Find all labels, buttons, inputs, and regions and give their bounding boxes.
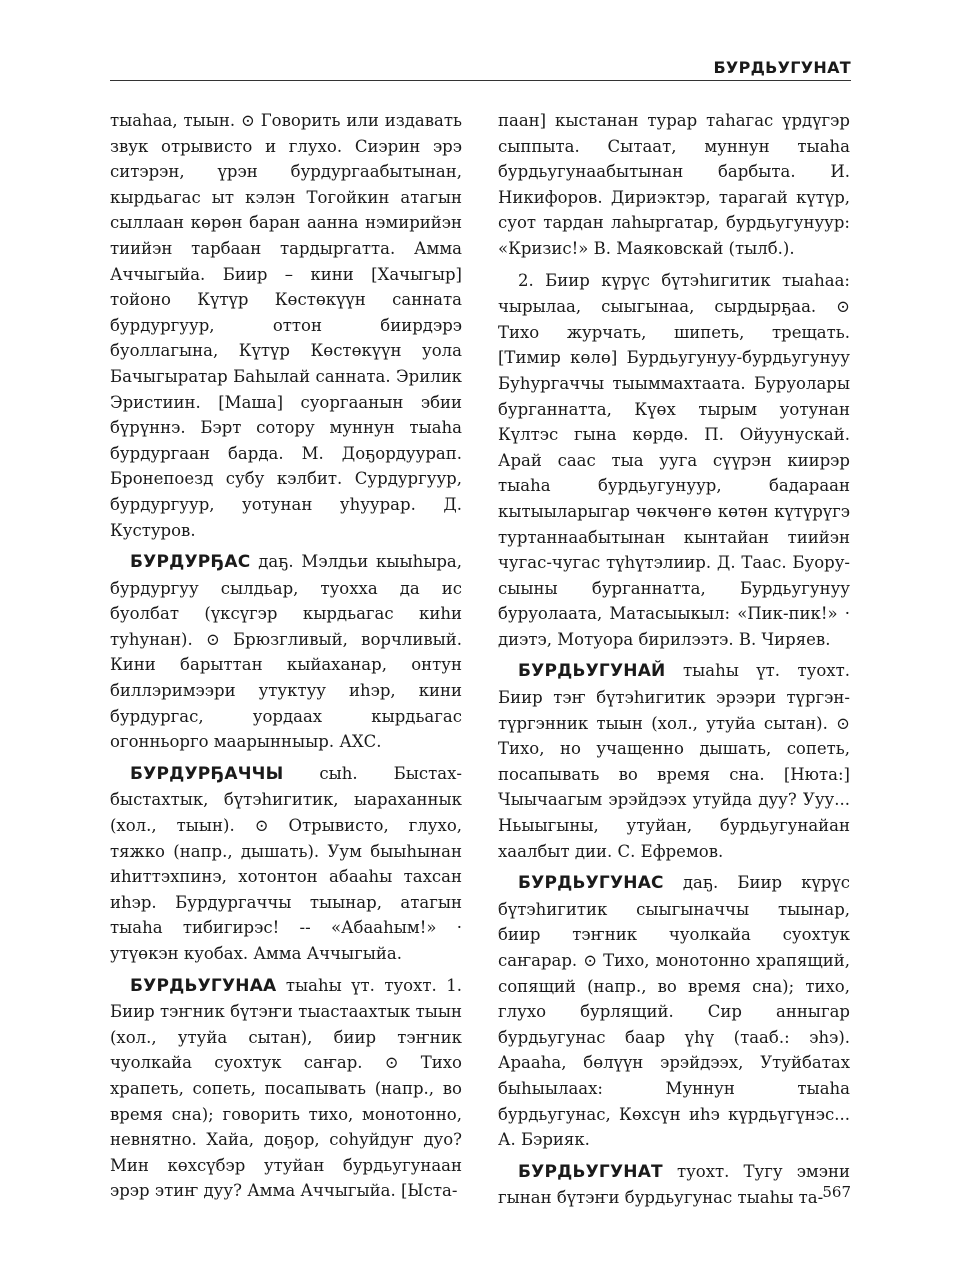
entry-text: тыаhы үт. туохт. Биир тэҥ бүтэhигитик эрээри түргэн-түргэнник тыын (хол., утуйа сытан). ⊙ Тихо, но учащенно дышать, сопеть, посапывать во время сна. [Нюта:] Чыычаагым эрэйдээх утуйда дуу? Ууу... Ньыыгыны, утуйан, бурдьугунайан хаалбыт дии. С. Ефремов. xyxy=(498,661,850,861)
entry-headword: БУРДЬУГУНАА xyxy=(130,975,277,996)
entry-headword: БУРДЬУГУНАТ xyxy=(518,1161,663,1182)
entry-text: туохт. Тугу эмэни гынан бүтэҥи бурдьугунас тыаhы та- xyxy=(498,1161,850,1208)
entry-continuation: тыаhаа, тыын. ⊙ Говорить или издавать звук отрывисто и глухо. Сиэрин эрэ ситэрэн, үрэн бурдургаабытынан, кырдьагас ыт кэлэн Тогойкин атагын сыллаан көрөн баран аанна нэмирийэн тиийэн тарбаан тардыргатта. Амма Аччыгыйа. Биир – кини [Хачыгыр] тойоно Күтүр Көстөкүүн санната бурдургуур, оттон биирдэрэ буоллагына, Күтүр Көстөкүүн уола Бачыгыратар Баhылай санната. Эрилик Эристиин. [Маша] суоргаанын эбии бүрүннэ. Бэрт сотору муннун тыаhа бурдургаан барда. М. Доҕордуурап. Бронепоезд субу кэлбит. Сурдургуур, бурдургуур, уотунан уhуурар. Д. Кустуров. xyxy=(110,111,462,540)
entry-headword: БУРДЬУГУНАЙ xyxy=(518,661,666,682)
page-number: 567 xyxy=(822,1183,851,1201)
entry-text: даҕ. Мэлдьи кыыhыра, бурдургуу сылдьар, туохха да ис буолбат (үксүгэр кырдьагас киhи туhунан). ⊙ Брюзгливый, ворчливый. Кини барыттан кыйаханар, онтун биллэримээри утуктуу иhэр, кини бурдургас, уордаах кырдьагас огонньорго маарынныыр. АХС. xyxy=(110,552,462,752)
entry-sense xyxy=(498,268,850,653)
dictionary-entry xyxy=(110,761,462,967)
entry-text: сыh. Быстах-быстахтык, бүтэhигитик, ыараханнык (хол., тыын). ⊙ Отрывисто, глухо, тяжко (напр., дышать). Уум быыhынан иhиттэхпинэ, хотонтон абааhы тахсан иhэр. Бурдургаччы тыынар, атагын тыаhа тибигирэс! -- «Абааhым!» · утүөкэн куобах. Амма Аччыгыйа. xyxy=(110,763,462,963)
entry-text: тыаhы үт. туохт. 1. Биир тэҥник бүтэҥи тыастаахтык тыын (хол., утуйа сытан), биир тэҥник чуолкайа суохтук саҥар. ⊙ Тихо храпеть, сопеть, посапывать (напр., во время сна); говорить тихо, монотонно, невнятно. Хайа, доҕор, соhуйдуҥ дуо? Мин көхсүбэр утуйан бурдьугунаан эрэр этиҥ дуу? Амма Аччыгыйа. [Ыста- xyxy=(110,975,462,1201)
dictionary-entry xyxy=(110,549,462,755)
dictionary-entry xyxy=(498,870,850,1153)
dictionary-entry xyxy=(498,658,850,864)
entry-continuation: паан] кыстанан турар таhагас үрдүгэр сыппыта. Сытаат, муннун тыаhа бурдьугунаабытынан барбыта. И. Никифоров. Дириэктэр, тарагай күтүр, суот тардан лаhыргатар, бурдьугунуур: «Кризис!» В. Маяковскай (тылб.). xyxy=(498,111,850,258)
entry-headword: БУРДУРҔАС xyxy=(130,552,251,573)
dictionary-entry xyxy=(110,973,462,1204)
running-head: БУРДЬУГУНАТ xyxy=(713,58,851,77)
entry-text: даҕ. Биир күрүс бүтэhигитик сыыгыначчы тыынар, биир тэҥник чуолкайа суохтук саҥарар. ⊙ Тихо, монотонно храпящий, сопящий (напр., во время сна); тихо, глухо бурлящий. Сир анныгар бурдьугунас баар үhү (тааб.: эhэ). Арааhа, бөлүүн эрэйдээх, Утуйбатах быhыылаах: Муннун тыаhа бурдьугунас, Көхсүн иhэ күрдьүгүнэс... А. Бэрияк. xyxy=(498,873,850,1150)
right-column xyxy=(498,108,850,1217)
left-column xyxy=(110,108,462,1210)
entry-text: 2. Биир күрүс бүтэhигитик тыаhаа: чырылаа, сыыгынаа, сырдырҕаа. ⊙ Тихо журчать, шипеть, трещать. [Тимир көлө] Бурдьугунуу-бурдьугунуу Буhургаччы тыыммахтаата. Буруолары бурганнатта, Күөх тырым уотунан Күлтэс гына көрдө. П. Ойуунускай. Арай саас тыа ууга сүүрэн киирэр тыаhа бурдьугунуур, бадараан кытыыларыгар чөкчөҥө көтөн күтүрүгэ туртаннаабытынан кынтайан тиийэн чугас-чугас түhүтэлиир. Д. Таас. Буору-сыыны бурганнатта, Бурдьугунуу буруолаата, Матасыыкыл: «Пик-пик!» · диэтэ, Мотуора бирилээтэ. В. Чиряев. xyxy=(498,270,850,649)
page-header xyxy=(110,58,851,81)
entry-headword: БУРДУРҔАЧЧЫ xyxy=(130,763,284,784)
dictionary-entry xyxy=(498,1159,850,1211)
entry-headword: БУРДЬУГУНАС xyxy=(518,873,664,894)
